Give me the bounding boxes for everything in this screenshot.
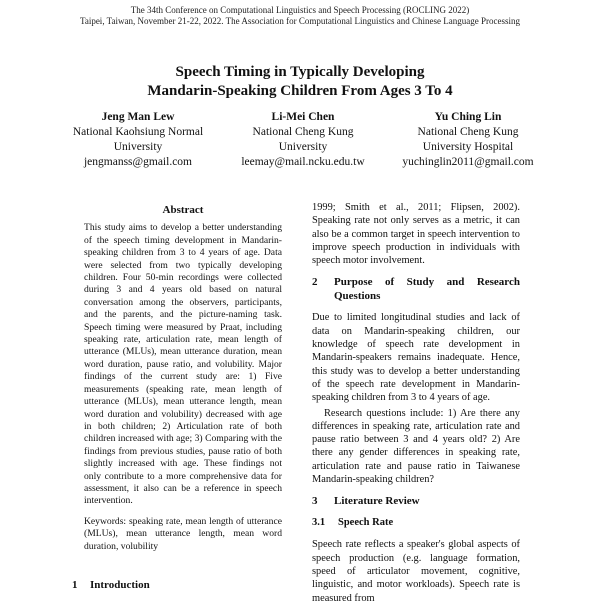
section-number: 3.1 bbox=[312, 517, 326, 529]
conference-header-line1: The 34th Conference on Computational Linguistics and Speech Processing (ROCLING 2022) bbox=[130, 5, 470, 15]
section-title: Literature Review bbox=[334, 495, 420, 508]
author-affiliation: University bbox=[278, 141, 328, 153]
paper-title-line2: Mandarin-Speaking Children From Ages 3 To 4 bbox=[147, 83, 453, 99]
author-name: Jeng Man Lew bbox=[101, 111, 175, 123]
author-3 bbox=[388, 110, 548, 170]
abstract-heading: Abstract bbox=[162, 204, 204, 216]
conference-header bbox=[0, 5, 600, 27]
author-affiliation: University bbox=[113, 141, 163, 153]
section-number: 2 bbox=[312, 276, 318, 289]
paper-title bbox=[0, 63, 600, 101]
right-column bbox=[312, 201, 520, 613]
author-affiliation: National Cheng Kung bbox=[417, 126, 519, 138]
section-title: Introduction bbox=[90, 579, 150, 591]
paragraph: Speech rate reflects a speaker's global aspects of speech production (e.g. language formation, speed of articulator movement, cognitive, linguistic, and motor workloads). Speech rate is measured from bbox=[312, 539, 520, 604]
paragraph: 1999; Smith et al., 2011; Flipsen, 2002). Speaking rate not only serves as a metric, it can also be a common target in speech intervention to improve speech production in individuals with speech motor involvement. bbox=[312, 202, 520, 267]
author-affiliation: University Hospital bbox=[422, 141, 514, 153]
section-title: Purpose of Study and Research Questions bbox=[334, 276, 520, 303]
section-heading-literature-review bbox=[312, 494, 520, 508]
subsection-heading-speech-rate bbox=[312, 516, 520, 530]
paragraph: Due to limited longitudinal studies and lack of data on Mandarin-speaking children, our knowledge of speech rate development in Mandarin-speakers remains inadequate. Hence, this study was to develop a better understanding of the speech rate development in Mandarin-speaking children from 3 to 4 years of age. bbox=[312, 312, 520, 404]
section-title: Speech Rate bbox=[338, 517, 394, 529]
section-heading-introduction bbox=[72, 579, 272, 591]
section-number: 1 bbox=[72, 579, 78, 591]
author-2 bbox=[223, 110, 383, 170]
section-number: 3 bbox=[312, 495, 318, 508]
author-name: Yu Ching Lin bbox=[434, 111, 502, 123]
author-block bbox=[58, 110, 548, 170]
author-name: Li-Mei Chen bbox=[271, 111, 335, 123]
paper-title-line1: Speech Timing in Typically Developing bbox=[175, 64, 425, 80]
left-column bbox=[84, 204, 282, 561]
abstract-body: This study aims to develop a better understanding of the speech timing development in Mandarin-speaking children from 3 to 4 years of age. Data were selected from two typically developing children. Four 50-min recordings were collected during 3 and 4 years old based on natural conversation among the observers, participants, and the parents, and the picture-naming task. Speech timing were measured by Praat, including speaking rate, articulation rate, mean length of utterance (MLUs), mean utterance duration, mean word duration, pause ratio, and volubility. Major findings of the current study are: 1) Five measurements (speaking rate, mean length of utterance (MLUs), mean utterance length, mean word duration and volubility) decreased with age in both children; 2) Articulation rate of both children increased with age; 3) Comparing with the findings from previous studies, pause ratio of both slightly increased with age. These findings not only contribute to a more comprehensive data for assessment, it also can be a reference in speech intervention. bbox=[84, 222, 282, 507]
paragraph: Research questions include: 1) Are there any differences in speaking rate, articulation rate and pause ratio between 3 and 4 years old? 2) Are there any gender differences in speaking rate, articulation rate and pause ratio in Taiwanese Mandarin-speaking children? bbox=[312, 407, 520, 486]
conference-header-line2: Taipei, Taiwan, November 21-22, 2022. The Association for Computational Linguistics and Chinese Language Processing bbox=[79, 16, 521, 26]
author-affiliation: National Kaohsiung Normal bbox=[72, 126, 204, 138]
author-email: jengmanss@gmail.com bbox=[83, 156, 192, 168]
author-email: yuchinglin2011@gmail.com bbox=[402, 156, 534, 168]
author-1 bbox=[58, 110, 218, 170]
keywords: Keywords: speaking rate, mean length of utterance (MLUs), mean utterance length, mean word duration, volubility bbox=[84, 515, 282, 552]
author-affiliation: National Cheng Kung bbox=[252, 126, 354, 138]
section-heading-purpose bbox=[312, 275, 520, 303]
author-email: leemay@mail.ncku.edu.tw bbox=[241, 156, 365, 168]
